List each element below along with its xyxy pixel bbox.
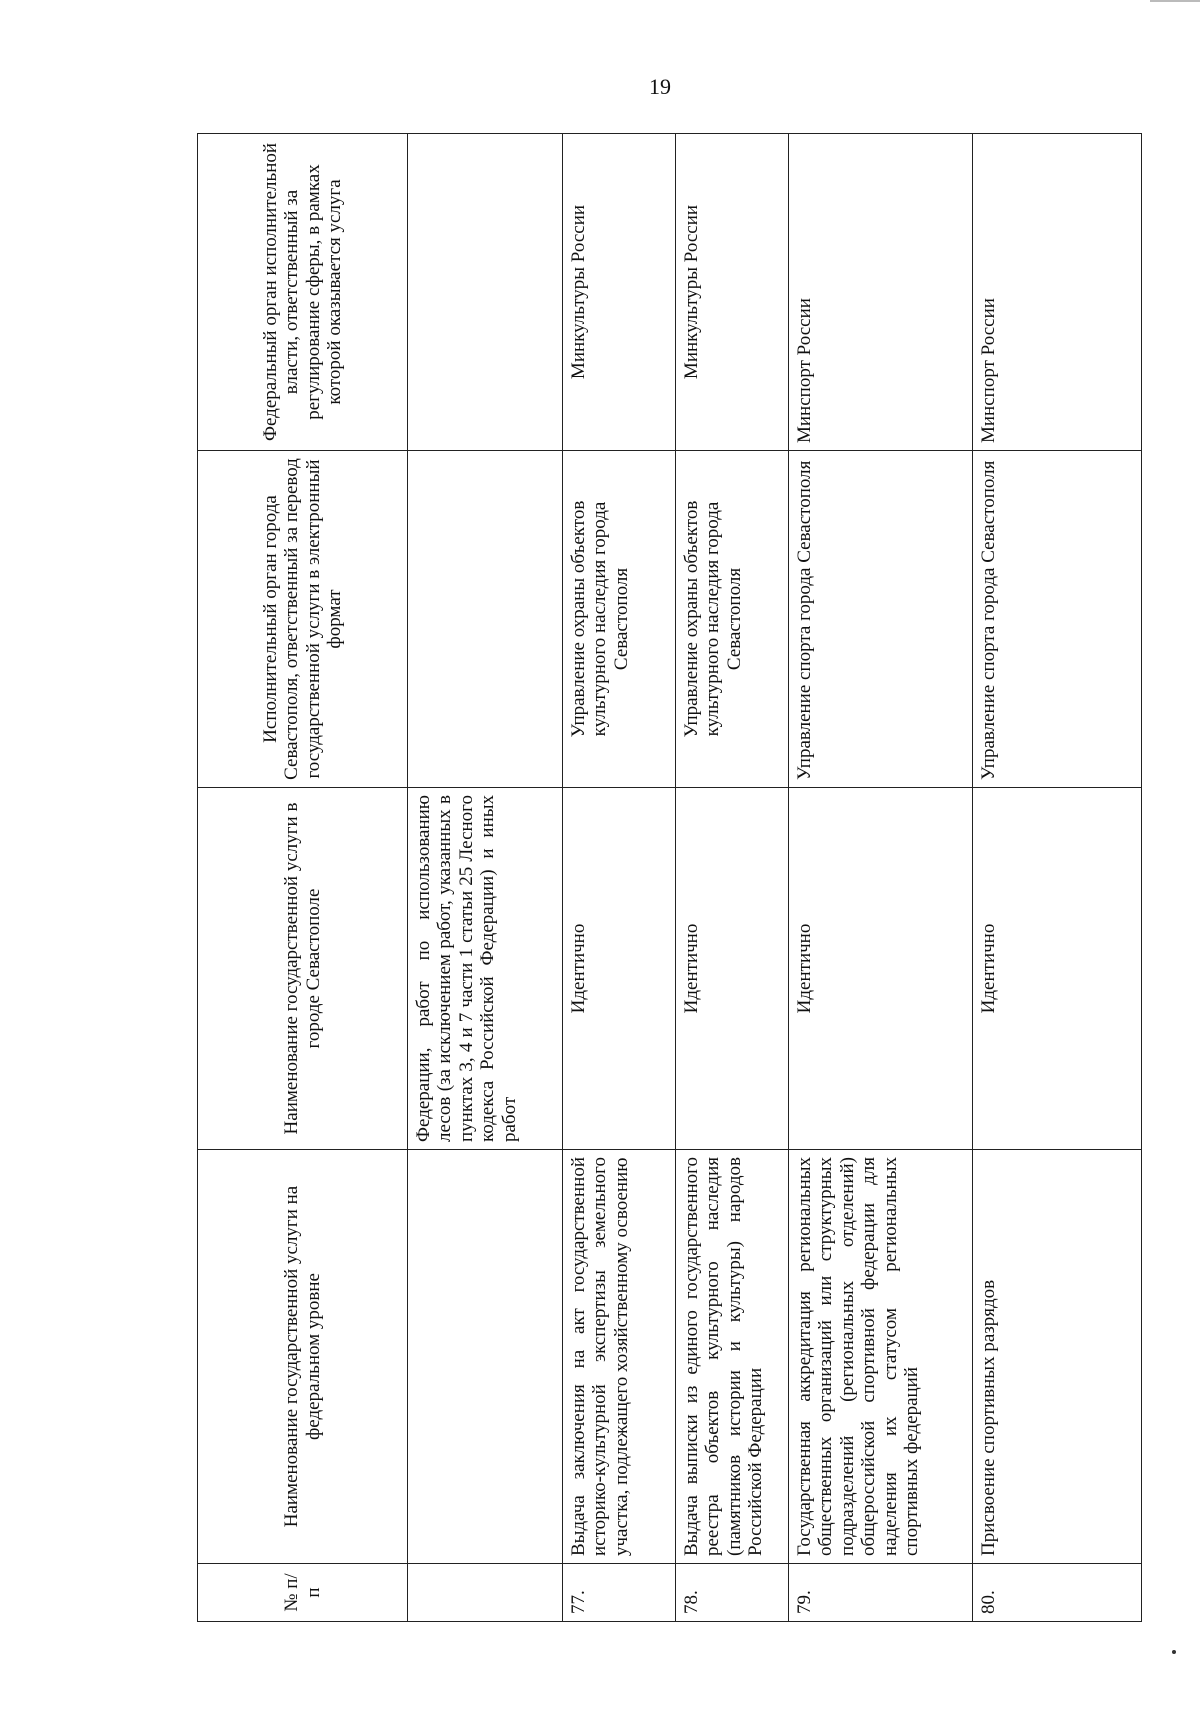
cell-federal-name: Выдача заключения на акт государственной историко-культурной экспертизы земельного участка, подлежащего хозяйственному освоению (563, 1150, 676, 1564)
cell-num (408, 1564, 563, 1622)
table-header-row (198, 134, 408, 1622)
scan-corner-mark (1150, 0, 1200, 2)
header-federal-body: Федеральный орган исполнительной власти, ответственный за регулирование сферы, в рамках которой оказывается услуга (198, 134, 408, 451)
cell-num: 77. (563, 1564, 676, 1622)
cell-federal-name (408, 1150, 563, 1564)
cell-city-body (408, 451, 563, 788)
cell-sevastopol-name: Идентично (789, 788, 973, 1150)
header-federal-name: Наименование государственной услуги на федеральном уровне (198, 1150, 408, 1564)
cell-sevastopol-name: Идентично (563, 788, 676, 1150)
cell-sevastopol-name: Федерации, работ по использованию лесов (за исключением работ, указанных в пунктах 3, 4 и 7 части 1 статьи 25 Лесного кодекса Российской Федерации) и иных работ (408, 788, 563, 1150)
cell-federal-name: Государственная аккредитация региональных общественных организаций или структурных подразделений (региональных отделений) общероссийской спортивной федерации для наделения их статусом региональных спортивных федераций (789, 1150, 973, 1564)
cell-sevastopol-name: Идентично (676, 788, 789, 1150)
cell-city-body: Управление спорта города Севастополя (789, 451, 973, 788)
cell-federal-name: Выдача выписки из единого государственного реестра объектов культурного наследия (памятников истории и культуры) народов Российской Федерации (676, 1150, 789, 1564)
cell-num: 78. (676, 1564, 789, 1622)
cell-city-body: Управление охраны объектов культурного наследия города Севастополя (676, 451, 789, 788)
scan-dot (1172, 1650, 1176, 1654)
header-num: № п/п (198, 1564, 408, 1622)
cell-city-body: Управление спорта города Севастополя (973, 451, 1142, 788)
table-row (676, 134, 789, 1622)
header-city-body: Исполнительный орган города Севастополя, ответственный за перевод государственной услуги в электронный формат (198, 451, 408, 788)
cell-city-body: Управление охраны объектов культурного наследия города Севастополя (563, 451, 676, 788)
table-row (789, 134, 973, 1622)
services-table-wrapper (197, 134, 1141, 1622)
header-sevastopol-name: Наименование государственной услуги в городе Севастополе (198, 788, 408, 1150)
cell-federal-name: Присвоение спортивных разрядов (973, 1150, 1142, 1564)
cell-federal-body: Минкультуры России (563, 134, 676, 451)
table-row (563, 134, 676, 1622)
page-number: 19 (649, 74, 671, 99)
table-row-continuation (408, 134, 563, 1622)
cell-sevastopol-name: Идентично (973, 788, 1142, 1150)
cell-num: 80. (973, 1564, 1142, 1622)
services-table (197, 133, 1142, 1622)
cell-num: 79. (789, 1564, 973, 1622)
cell-federal-body (408, 134, 563, 451)
cell-federal-body: Минкультуры России (676, 134, 789, 451)
cell-federal-body: Минспорт России (973, 134, 1142, 451)
cell-federal-body: Минспорт России (789, 134, 973, 451)
table-row (973, 134, 1142, 1622)
